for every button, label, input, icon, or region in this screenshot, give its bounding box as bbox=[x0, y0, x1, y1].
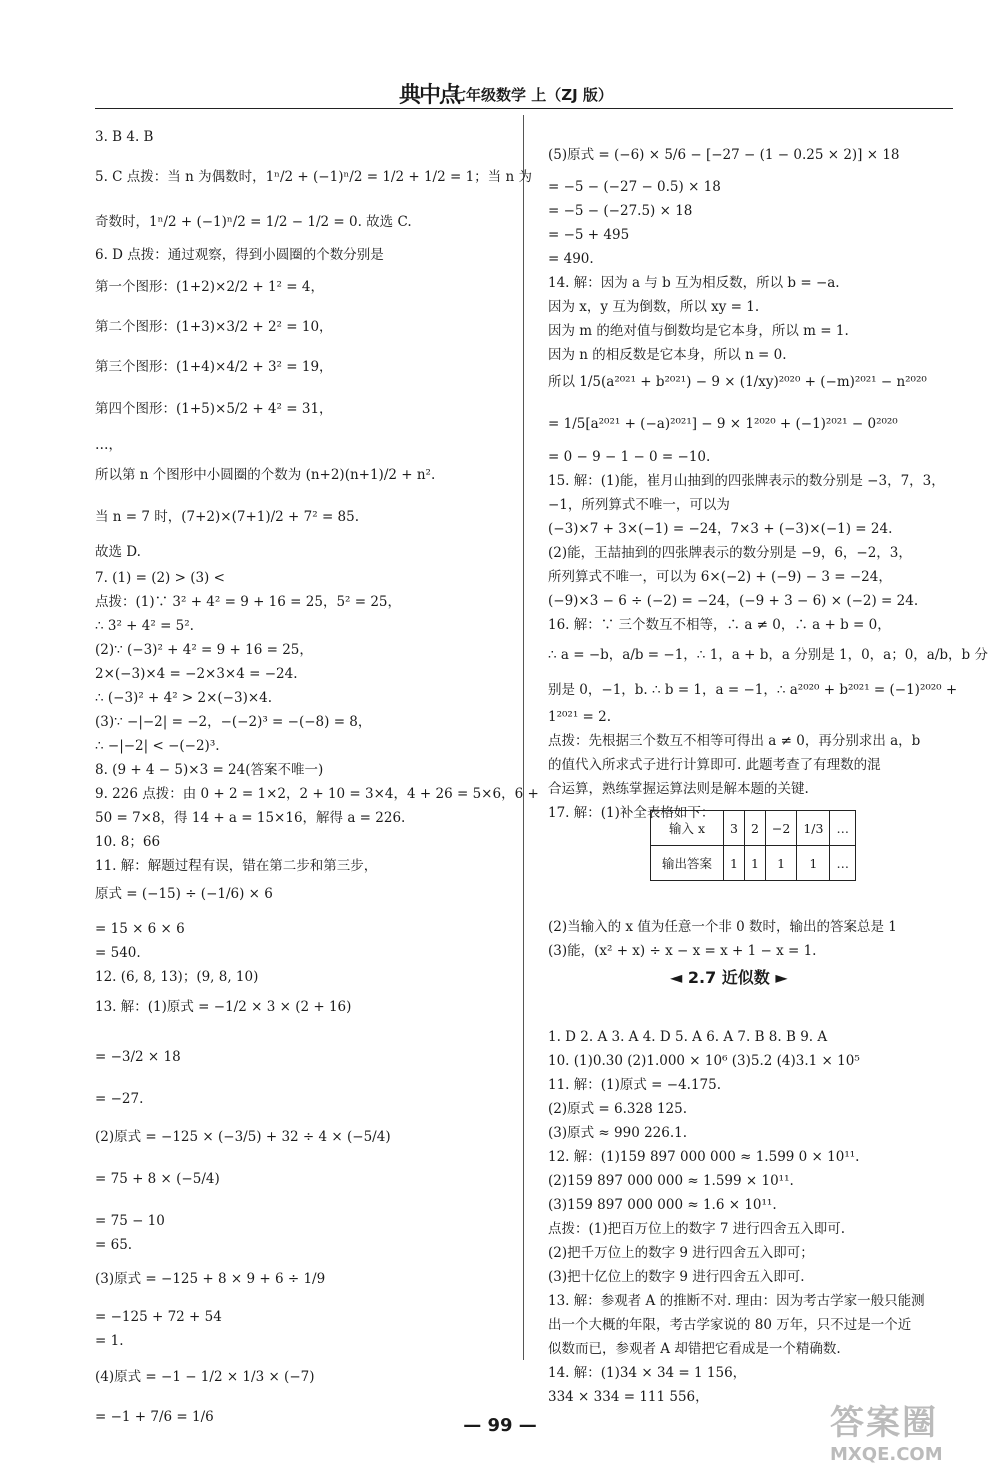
text-line: (3)原式 = −125 + 8 × 9 + 6 ÷ 1/9 bbox=[95, 1271, 326, 1287]
text-line: 所以 1/5(a²⁰²¹ + b²⁰²¹) − 9 × (1/xy)²⁰²⁰ + (−m)²⁰²¹ − n²⁰²⁰ bbox=[548, 374, 927, 390]
text-line: 因为 x，y 互为倒数，所以 xy = 1. bbox=[548, 299, 760, 315]
text-line: ∴ −|−2| < −(−2)³. bbox=[95, 738, 220, 754]
text-line: (3)159 897 000 000 ≈ 1.6 × 10¹¹. bbox=[548, 1197, 777, 1213]
text-line: (3)∵ −|−2| = −2，−(−2)³ = −(−8) = 8， bbox=[95, 714, 372, 730]
text-line: (2)能，王喆抽到的四张牌表示的数分别是 −9，6，−2，3， bbox=[548, 545, 912, 561]
text-line: 点拨：先根据三个数互不相等可得出 a ≠ 0，再分别求出 a，b bbox=[548, 733, 921, 749]
table-cell: 1 bbox=[744, 846, 765, 881]
text-line: = −1 + 7/6 = 1/6 bbox=[95, 1409, 214, 1425]
table-cell: 1/3 bbox=[797, 811, 830, 846]
text-line: 11. 解：(1)原式 = −4.175. bbox=[548, 1077, 722, 1093]
text-line: = 15 × 6 × 6 bbox=[95, 921, 185, 937]
brand-logo: 典中点 bbox=[399, 83, 460, 108]
table-cell: 输入 x bbox=[651, 811, 724, 846]
text-line: = 540. bbox=[95, 945, 141, 961]
text-line: 当 n = 7 时，(7+2)×(7+1)/2 + 7² = 85. bbox=[95, 509, 360, 525]
page-number: — 99 — bbox=[463, 1415, 537, 1436]
text-line: = 65. bbox=[95, 1237, 133, 1253]
text-line: = 490. bbox=[548, 251, 594, 267]
text-line: (2)原式 = 6.328 125. bbox=[548, 1101, 688, 1117]
text-line: 点拨：(1)把百万位上的数字 7 进行四舍五入即可. bbox=[548, 1221, 846, 1237]
text-line: 点拨：(1)∵ 3² + 4² = 9 + 16 = 25，5² = 25， bbox=[95, 594, 402, 610]
answer-table bbox=[650, 810, 856, 881]
text-line: = 75 − 10 bbox=[95, 1213, 165, 1229]
text-line: 第四个图形：(1+5)×5/2 + 4² = 31， bbox=[95, 401, 333, 417]
text-line: 14. 解：因为 a 与 b 互为相反数，所以 b = −a. bbox=[548, 275, 840, 291]
text-line: 出一个大概的年限，考古学家说的 80 万年，只不过是一个近 bbox=[548, 1317, 912, 1333]
text-line: 故选 D. bbox=[95, 544, 141, 560]
text-line: = 75 + 8 × (−5/4) bbox=[95, 1171, 220, 1187]
text-line: 所以第 n 个图形中小圆圈的个数为 (n+2)(n+1)/2 + n². bbox=[95, 467, 436, 483]
text-line: ∴ (−3)² + 4² > 2×(−3)×4. bbox=[95, 690, 273, 706]
table-cell: 3 bbox=[724, 811, 745, 846]
text-line: 第三个图形：(1+4)×4/2 + 3² = 19， bbox=[95, 359, 333, 375]
text-line: (−9)×3 − 6 ÷ (−2) = −24，(−9 + 3 − 6) × (−2) = 24. bbox=[548, 593, 919, 609]
text-line: 10. (1)0.30 (2)1.000 × 10⁶ (3)5.2 (4)3.1 × 10⁵ bbox=[548, 1053, 860, 1069]
text-line: 10. 8；66 bbox=[95, 834, 161, 850]
text-line: = 1/5[a²⁰²¹ + (−a)²⁰²¹] − 9 × 1²⁰²⁰ + (−1)²⁰²¹ − 0²⁰²⁰ bbox=[548, 416, 898, 432]
text-line: 奇数时，1ⁿ/2 + (−1)ⁿ/2 = 1/2 − 1/2 = 0. 故选 C. bbox=[95, 214, 412, 230]
table-cell: −2 bbox=[765, 811, 796, 846]
table-row bbox=[651, 846, 856, 881]
text-line: 原式 = (−15) ÷ (−1/6) × 6 bbox=[95, 886, 273, 902]
text-line: 13. 解：(1)原式 = −1/2 × 3 × (2 + 16) bbox=[95, 999, 352, 1015]
text-line: 所列算式不唯一，可以为 6×(−2) + (−9) − 3 = −24， bbox=[548, 569, 892, 585]
text-line: 7. (1) = (2) > (3) < bbox=[95, 570, 225, 586]
watermark-url: MXQE.COM bbox=[830, 1444, 943, 1465]
text-line: = −27. bbox=[95, 1091, 144, 1107]
text-line: = −3/2 × 18 bbox=[95, 1049, 181, 1065]
text-line: 14. 解：(1)34 × 34 = 1 156， bbox=[548, 1365, 747, 1381]
text-line: (3)能，(x² + x) ÷ x − x = x + 1 − x = 1. bbox=[548, 943, 817, 959]
text-line: (2)当输入的 x 值为任意一个非 0 数时，输出的答案总是 1 bbox=[548, 919, 897, 935]
table-row bbox=[651, 811, 856, 846]
table-cell: 1 bbox=[797, 846, 830, 881]
text-line: 16. 解：∵ 三个数互不相等，∴ a ≠ 0，∴ a + b = 0， bbox=[548, 617, 891, 633]
text-line: 15. 解：(1)能，崔月山抽到的四张牌表示的数分别是 −3，7，3， bbox=[548, 473, 945, 489]
text-line: (4)原式 = −1 − 1/2 × 1/3 × (−7) bbox=[95, 1369, 315, 1385]
column-divider bbox=[523, 115, 524, 1360]
text-line: (3)原式 ≈ 990 226.1. bbox=[548, 1125, 688, 1141]
table-cell: 1 bbox=[724, 846, 745, 881]
text-line: (5)原式 = (−6) × 5/6 − [−27 − (1 − 0.25 × 2)] × 18 bbox=[548, 147, 900, 163]
text-line: 的值代入所求式子进行计算即可. 此题考查了有理数的混 bbox=[548, 757, 881, 773]
text-line: …， bbox=[95, 437, 122, 453]
text-line: 2×(−3)×4 = −2×3×4 = −24. bbox=[95, 666, 298, 682]
table-cell: … bbox=[830, 811, 856, 846]
section-title: ◄ 2.7 近似数 ► bbox=[670, 968, 788, 987]
text-line: 12. 解：(1)159 897 000 000 ≈ 1.599 0 × 10¹¹. bbox=[548, 1149, 860, 1165]
text-line: 50 = 7×8，得 14 + a = 15×16，解得 a = 226. bbox=[95, 810, 406, 826]
text-line: 5. C 点拨：当 n 为偶数时，1ⁿ/2 + (−1)ⁿ/2 = 1/2 + 1/2 = 1；当 n 为 bbox=[95, 169, 532, 185]
table-cell: 输出答案 bbox=[651, 846, 724, 881]
book-title: 七年级数学 上（ZJ 版） bbox=[451, 86, 613, 104]
text-line: 似数而已，参观者 A 却错把它看成是一个精确数. bbox=[548, 1341, 841, 1357]
text-line: 合运算，熟练掌握运算法则是解本题的关键. bbox=[548, 781, 809, 797]
text-line: 别是 0，−1，b. ∴ b = 1，a = −1，∴ a²⁰²⁰ + b²⁰²¹ = (−1)²⁰²⁰ + bbox=[548, 682, 958, 698]
text-line: (3)把十亿位上的数字 9 进行四舍五入即可. bbox=[548, 1269, 805, 1285]
text-line: 3. B 4. B bbox=[95, 129, 154, 145]
text-line: ∴ a = −b，a/b = −1，∴ 1，a + b，a 分别是 1，0，a；0，a/b，b 分 bbox=[548, 647, 988, 663]
text-line: (2)原式 = −125 × (−3/5) + 32 ÷ 4 × (−5/4) bbox=[95, 1129, 391, 1145]
text-line: 9. 226 点拨：由 0 + 2 = 1×2，2 + 10 = 3×4，4 + 26 = 5×6，6 + bbox=[95, 786, 539, 802]
text-line: (2)把千万位上的数字 9 进行四舍五入即可； bbox=[548, 1245, 814, 1261]
watermark-text: 答案圈 bbox=[830, 1403, 938, 1443]
watermark bbox=[830, 1395, 990, 1465]
text-line: −1，所列算式不唯一，可以为 bbox=[548, 497, 730, 513]
text-line: 8. (9 + 4 − 5)×3 = 24(答案不唯一) bbox=[95, 762, 324, 778]
text-line: (−3)×7 + 3×(−1) = −24，7×3 + (−3)×(−1) = 24. bbox=[548, 521, 893, 537]
table-cell: 2 bbox=[744, 811, 765, 846]
text-line: = −5 − (−27 − 0.5) × 18 bbox=[548, 179, 721, 195]
text-line: (2)159 897 000 000 ≈ 1.599 × 10¹¹. bbox=[548, 1173, 794, 1189]
text-line: = −5 − (−27.5) × 18 bbox=[548, 203, 693, 219]
text-line: 12. (6, 8, 13)；(9, 8, 10) bbox=[95, 969, 259, 985]
text-line: 17. 解：(1)补全表格如下： bbox=[548, 805, 715, 821]
table-cell: 1 bbox=[765, 846, 796, 881]
text-line: 13. 解：参观者 A 的推断不对. 理由：因为考古学家一般只能测 bbox=[548, 1293, 925, 1309]
text-line: = −125 + 72 + 54 bbox=[95, 1309, 222, 1325]
page-header bbox=[95, 78, 953, 109]
text-line: 第二个图形：(1+3)×3/2 + 2² = 10， bbox=[95, 319, 333, 335]
text-line: 第一个图形：(1+2)×2/2 + 1² = 4， bbox=[95, 279, 324, 295]
text-line: = 0 − 9 − 1 − 0 = −10. bbox=[548, 449, 711, 465]
text-line: = 1. bbox=[95, 1333, 124, 1349]
text-line: 因为 m 的绝对值与倒数均是它本身，所以 m = 1. bbox=[548, 323, 849, 339]
text-line: 334 × 334 = 111 556， bbox=[548, 1389, 709, 1405]
text-line: 11. 解：解题过程有误，错在第二步和第三步， bbox=[95, 858, 378, 874]
text-line: ∴ 3² + 4² = 5². bbox=[95, 618, 194, 634]
text-line: (2)∵ (−3)² + 4² = 9 + 16 = 25， bbox=[95, 642, 313, 658]
text-line: = −5 + 495 bbox=[548, 227, 630, 243]
text-line: 1²⁰²¹ = 2. bbox=[548, 709, 612, 725]
text-line: 因为 n 的相反数是它本身，所以 n = 0. bbox=[548, 347, 787, 363]
table-cell: … bbox=[830, 846, 856, 881]
text-line: 6. D 点拨：通过观察，得到小圆圈的个数分别是 bbox=[95, 247, 384, 263]
text-line: 1. D 2. A 3. A 4. D 5. A 6. A 7. B 8. B 9. A bbox=[548, 1029, 828, 1045]
